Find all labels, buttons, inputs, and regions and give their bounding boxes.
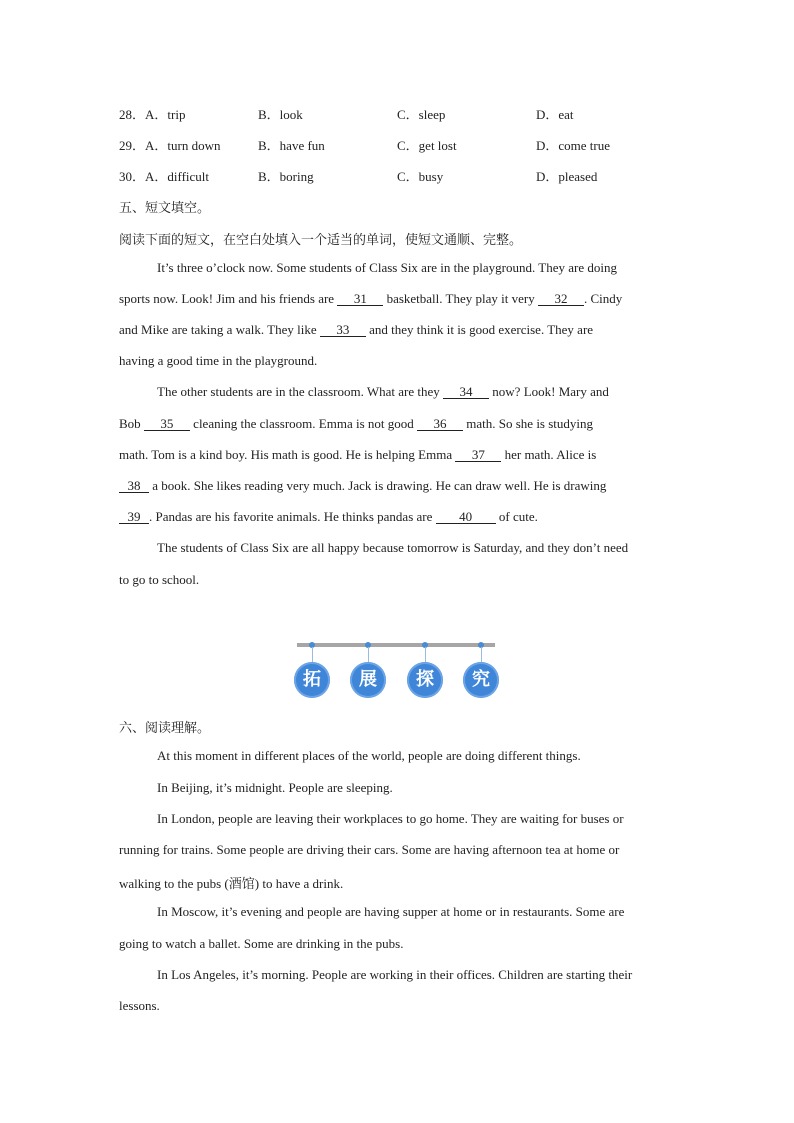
reading-line: walking to the pubs (酒馆) to have a drink. bbox=[119, 876, 344, 891]
reading-line: lessons. bbox=[119, 998, 160, 1013]
reading-line: At this moment in different places of the world, people are doing different things. bbox=[157, 748, 581, 763]
blank-32: 32 bbox=[538, 292, 584, 306]
reading-line: going to watch a ballet. Some are drinking in the pubs. bbox=[119, 936, 404, 951]
blank-33: 33 bbox=[320, 323, 366, 337]
question-29-option-a: 29．A．turn down bbox=[119, 138, 221, 153]
reading-line: In Moscow, it’s evening and people are having supper at home or in restaurants. Some are bbox=[157, 904, 625, 919]
banner-stem bbox=[425, 647, 426, 663]
banner-char-jiu: 究 bbox=[463, 662, 499, 698]
passage-line: The students of Class Six are all happy because tomorrow is Saturday, and they don’t need bbox=[157, 540, 629, 555]
question-29-option-b: B．have fun bbox=[258, 138, 325, 153]
banner-char-tan: 探 bbox=[407, 662, 443, 698]
passage-text: math. So she is studying bbox=[463, 416, 594, 431]
banner-stem bbox=[312, 647, 313, 663]
passage-text: Bob bbox=[119, 416, 144, 431]
passage-line bbox=[119, 447, 675, 463]
question-29-option-d: D．come true bbox=[536, 138, 611, 153]
question-28-option-b: B．look bbox=[258, 107, 303, 122]
passage-text: . Cindy bbox=[583, 291, 623, 306]
blank-40: 40 bbox=[436, 510, 496, 524]
blank-31: 31 bbox=[337, 292, 383, 306]
passage-text: sports now. Look! Jim and his friends are bbox=[119, 291, 338, 306]
passage-text: cleaning the classroom. Emma is not good bbox=[189, 416, 418, 431]
passage-line bbox=[119, 416, 675, 432]
passage-line bbox=[119, 478, 675, 494]
passage-text: The other students are in the classroom. What are they bbox=[157, 384, 444, 399]
passage-text: basketball. They play it very bbox=[383, 291, 538, 306]
reading-line: In London, people are leaving their workplaces to go home. They are waiting for buses or bbox=[157, 811, 624, 826]
passage-line bbox=[119, 291, 675, 307]
passage-text: a book. She likes reading very much. Jack is drawing. He can draw well. He is drawing bbox=[149, 478, 607, 493]
extension-banner bbox=[293, 640, 503, 700]
question-28-option-d: D．eat bbox=[536, 107, 574, 122]
passage-text: and Mike are taking a walk. They like bbox=[119, 322, 320, 337]
question-30-option-b: B．boring bbox=[258, 169, 314, 184]
reading-line: running for trains. Some people are driving their cars. Some are having afternoon tea at home or bbox=[119, 842, 620, 857]
blank-39: 39 bbox=[119, 510, 149, 524]
passage-text: . Pandas are his favorite animals. He thinks pandas are bbox=[149, 509, 436, 524]
passage-line bbox=[119, 322, 675, 338]
passage-text: now? Look! Mary and bbox=[489, 384, 609, 399]
blank-36: 36 bbox=[417, 417, 463, 431]
banner-stem bbox=[368, 647, 369, 663]
passage-text: of cute. bbox=[495, 509, 538, 524]
reading-line: In Beijing, it’s midnight. People are sleeping. bbox=[157, 780, 393, 795]
passage-text: math. Tom is a kind boy. His math is good. He is helping Emma bbox=[119, 447, 456, 462]
passage-line: It’s three o’clock now. Some students of Class Six are in the playground. They are doing bbox=[157, 260, 617, 275]
blank-35: 35 bbox=[144, 417, 190, 431]
blank-37: 37 bbox=[455, 448, 501, 462]
passage-line bbox=[119, 509, 675, 525]
banner-bar bbox=[297, 643, 495, 647]
question-28-option-a: 28．A．trip bbox=[119, 107, 186, 122]
passage-line: to go to school. bbox=[119, 572, 200, 587]
banner-char-tuo: 拓 bbox=[294, 662, 330, 698]
reading-line: In Los Angeles, it’s morning. People are working in their offices. Children are starting their bbox=[157, 967, 633, 982]
question-29-option-c: C．get lost bbox=[397, 138, 457, 153]
section-5-instruction: 阅读下面的短文，在空白处填入一个适当的单词，使短文通顺、完整。 bbox=[119, 233, 523, 248]
question-30-option-d: D．pleased bbox=[536, 169, 598, 184]
question-28-option-c: C．sleep bbox=[397, 107, 446, 122]
section-5-title: 五、短文填空。 bbox=[119, 201, 211, 216]
section-6-title: 六、阅读理解。 bbox=[119, 721, 211, 736]
passage-text: and they think it is good exercise. They are bbox=[365, 322, 594, 337]
blank-38: 38 bbox=[119, 479, 149, 493]
passage-text: her math. Alice is bbox=[501, 447, 597, 462]
question-30-option-c: C．busy bbox=[397, 169, 444, 184]
banner-stem bbox=[481, 647, 482, 663]
passage-line bbox=[157, 384, 675, 400]
banner-char-zhan: 展 bbox=[350, 662, 386, 698]
passage-line: having a good time in the playground. bbox=[119, 353, 318, 368]
blank-34: 34 bbox=[443, 385, 489, 399]
question-30-option-a: 30．A．difficult bbox=[119, 169, 210, 184]
